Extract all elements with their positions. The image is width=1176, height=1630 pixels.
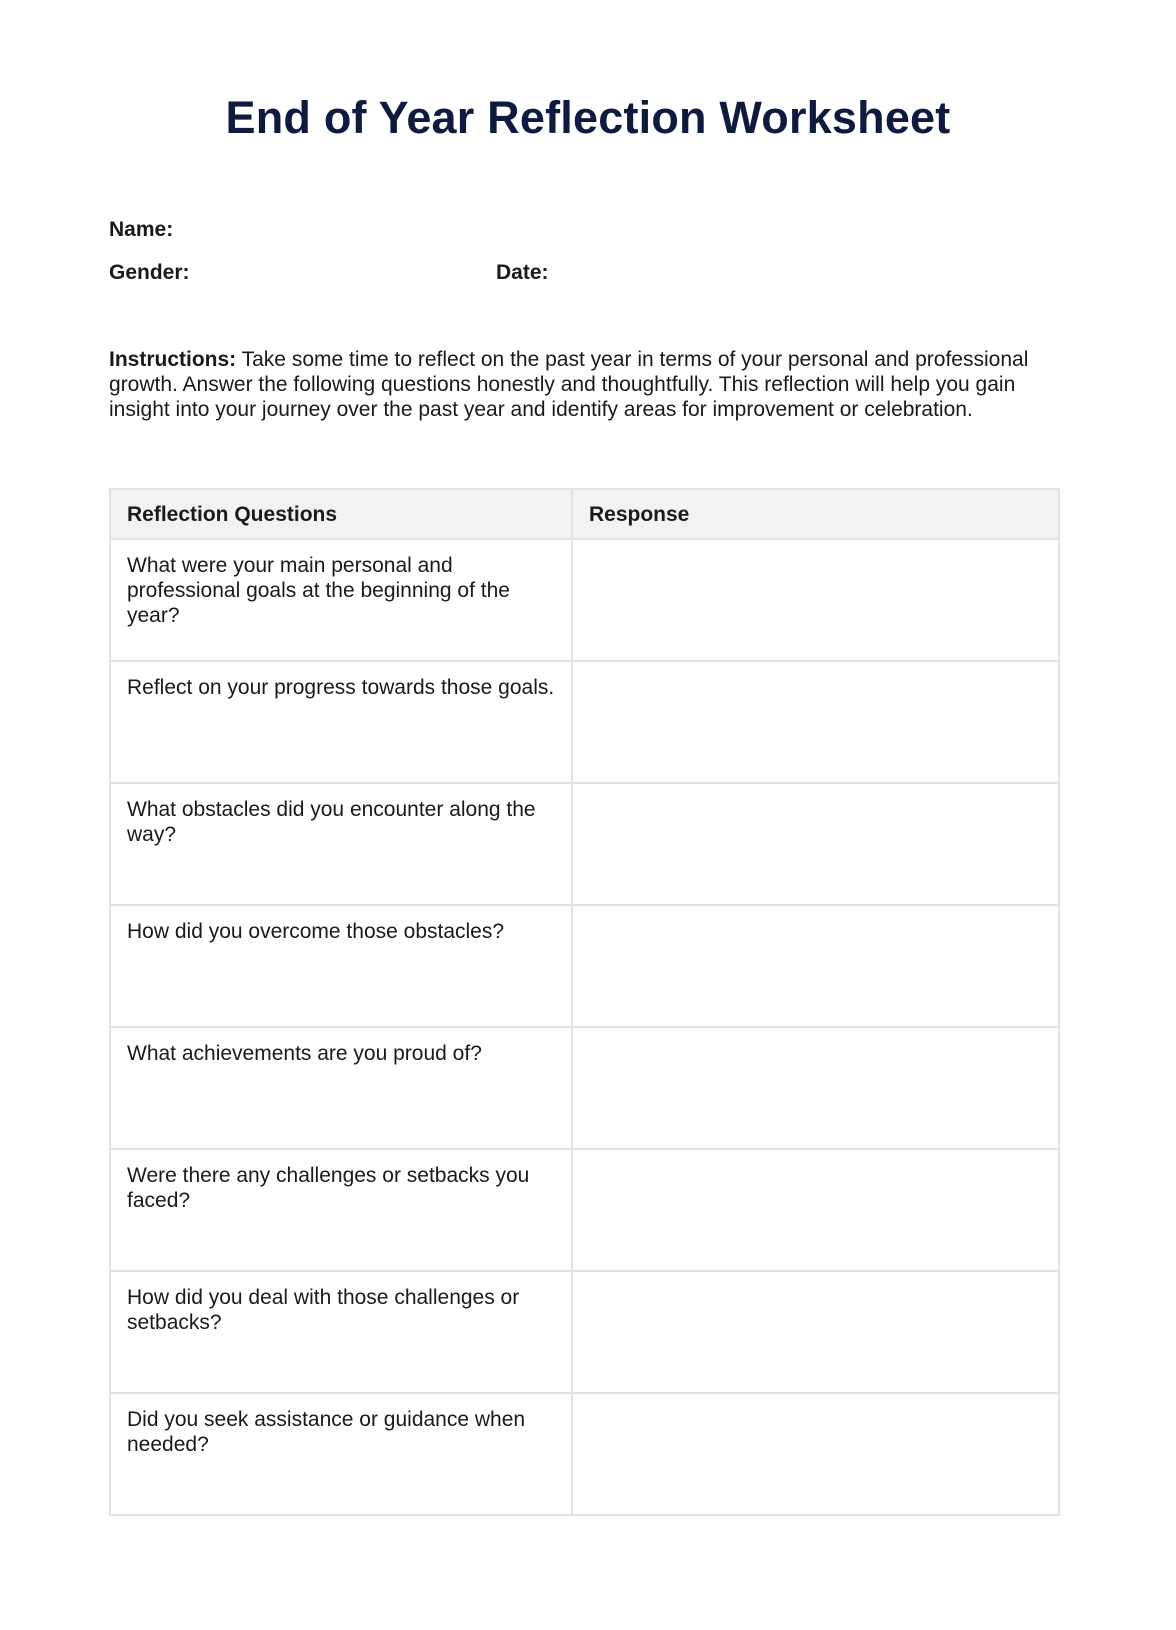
- question-cell: Were there any challenges or setbacks you faced?: [110, 1149, 572, 1271]
- table-row: [110, 1393, 1059, 1515]
- question-cell: Reflect on your progress towards those goals.: [110, 661, 572, 783]
- instructions-text: Take some time to reflect on the past year in terms of your personal and professional growth. Answer the following questions honestly and thoughtfully. This reflection will help you gain insight into your journey over the past year and identify areas for improvement or celebration.: [109, 348, 1029, 421]
- question-cell: Did you seek assistance or guidance when needed?: [110, 1393, 572, 1515]
- response-cell[interactable]: [572, 661, 1059, 783]
- question-cell: How did you overcome those obstacles?: [110, 905, 572, 1027]
- response-cell[interactable]: [572, 1027, 1059, 1149]
- table-row: [110, 539, 1059, 661]
- header-response: Response: [572, 489, 1059, 539]
- response-cell[interactable]: [572, 1271, 1059, 1393]
- response-cell[interactable]: [572, 783, 1059, 905]
- date-field-label: Date:: [496, 261, 549, 284]
- gender-field-label: Gender:: [109, 261, 190, 284]
- response-cell[interactable]: [572, 1393, 1059, 1515]
- table-row: [110, 783, 1059, 905]
- reflection-table: [109, 488, 1060, 1516]
- question-cell: How did you deal with those challenges or setbacks?: [110, 1271, 572, 1393]
- table-row: [110, 1027, 1059, 1149]
- name-field-label: Name:: [109, 218, 174, 241]
- table-row: [110, 905, 1059, 1027]
- question-cell: What obstacles did you encounter along the way?: [110, 783, 572, 905]
- table-header-row: [110, 489, 1059, 539]
- header-reflection-questions: Reflection Questions: [110, 489, 572, 539]
- page-title: End of Year Reflection Worksheet: [225, 92, 951, 143]
- instructions-lead: Instructions:: [109, 348, 237, 371]
- table-row: [110, 1149, 1059, 1271]
- table-row: [110, 1271, 1059, 1393]
- response-cell[interactable]: [572, 1149, 1059, 1271]
- table-row: [110, 661, 1059, 783]
- response-cell[interactable]: [572, 539, 1059, 661]
- question-cell: What achievements are you proud of?: [110, 1027, 572, 1149]
- response-cell[interactable]: [572, 905, 1059, 1027]
- instructions-paragraph: [109, 347, 1059, 422]
- question-cell: What were your main personal and professional goals at the beginning of the year?: [110, 539, 572, 661]
